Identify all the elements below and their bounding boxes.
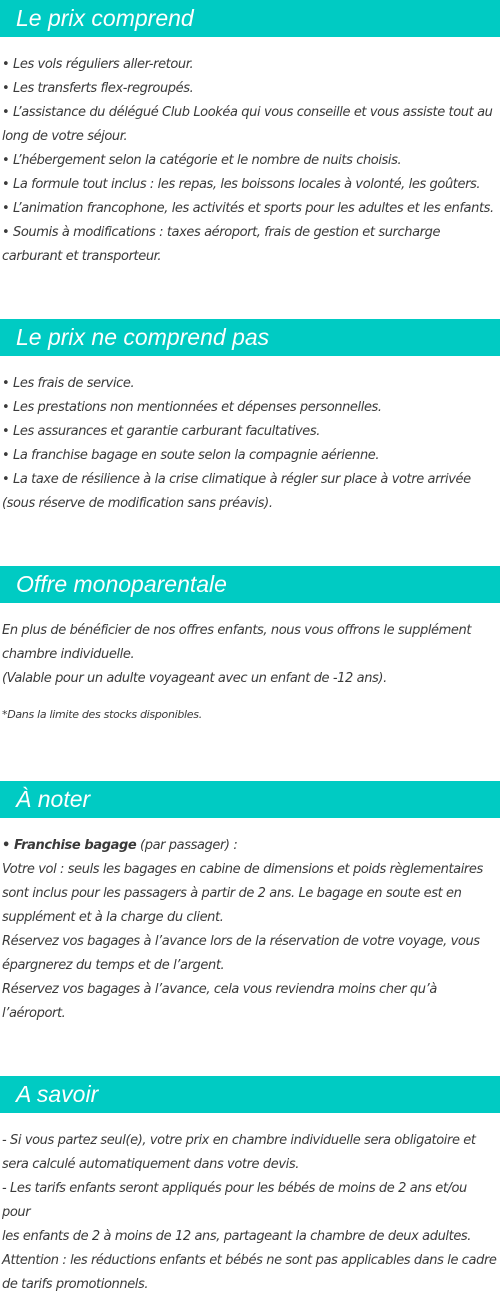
section-body-offre-monoparentale xyxy=(0,619,500,727)
section-title-a-savoir: A savoir xyxy=(0,1076,500,1113)
list-item: • L’hébergement selon la catégorie et le nombre de nuits choisis. xyxy=(2,153,402,168)
paragraph-line: sera calculé automatiquement dans votre devis. xyxy=(2,1157,299,1172)
section-body-prix-comprend xyxy=(0,53,500,269)
paragraph-line: l’aéroport. xyxy=(2,1006,66,1021)
section-title-prix-ne-comprend-pas: Le prix ne comprend pas xyxy=(0,319,500,356)
section-body-a-noter xyxy=(0,834,500,1026)
section-body-prix-ne-comprend-pas xyxy=(0,372,500,516)
section-prix-ne-comprend-pas xyxy=(0,319,500,516)
paragraph-line: En plus de bénéficier de nos offres enfants, nous vous offrons le supplément xyxy=(2,623,472,638)
list-item: carburant et transporteur. xyxy=(2,249,162,264)
list-item: • Les assurances et garantie carburant facultatives. xyxy=(2,424,320,439)
list-item: • L’animation francophone, les activités et sports pour les adultes et les enfants. xyxy=(2,201,494,216)
franchise-bagage-label: • Franchise bagage xyxy=(2,838,137,853)
list-item: (sous réserve de modification sans préavis). xyxy=(2,496,273,511)
paragraph-line: chambre individuelle. xyxy=(2,647,135,662)
paragraph-line: - Si vous partez seul(e), votre prix en chambre individuelle sera obligatoire et xyxy=(2,1133,476,1148)
franchise-bagage-suffix: (par passager) : xyxy=(136,838,238,853)
list-item: • Les vols réguliers aller-retour. xyxy=(2,57,194,72)
paragraph-line: (Valable pour un adulte voyageant avec un enfant de -12 ans). xyxy=(2,671,387,686)
paragraph-line: Attention : les réductions enfants et bébés ne sont pas applicables dans le cadre xyxy=(2,1253,497,1268)
section-title-offre-monoparentale: Offre monoparentale xyxy=(0,566,500,603)
list-item: • Les prestations non mentionnées et dépenses personnelles. xyxy=(2,400,382,415)
section-a-savoir xyxy=(0,1076,500,1297)
list-item: • Les frais de service. xyxy=(2,376,135,391)
paragraph-line: Réservez vos bagages à l’avance lors de la réservation de votre voyage, vous xyxy=(2,934,480,949)
footnote: *Dans la limite des stocks disponibles. xyxy=(2,708,202,721)
list-item: • Soumis à modifications : taxes aéroport, frais de gestion et surcharge xyxy=(2,225,441,240)
section-prix-comprend xyxy=(0,0,500,269)
section-title-a-noter: À noter xyxy=(0,781,500,818)
list-item: • La taxe de résilience à la crise climatique à régler sur place à votre arrivée xyxy=(2,472,471,487)
list-item: long de votre séjour. xyxy=(2,129,128,144)
section-a-noter xyxy=(0,781,500,1026)
paragraph-line: de tarifs promotionnels. xyxy=(2,1277,149,1292)
list-item: • Les transferts flex-regroupés. xyxy=(2,81,194,96)
list-item: • La franchise bagage en soute selon la compagnie aérienne. xyxy=(2,448,380,463)
paragraph-line: Votre vol : seuls les bagages en cabine de dimensions et poids règlementaires xyxy=(2,862,483,877)
paragraph-line: - Les tarifs enfants seront appliqués pour les bébés de moins de 2 ans et/ou pour xyxy=(2,1181,467,1220)
paragraph-line: supplément et à la charge du client. xyxy=(2,910,224,925)
paragraph-line: épargnerez du temps et de l’argent. xyxy=(2,958,225,973)
paragraph-line: sont inclus pour les passagers à partir de 2 ans. Le bagage en soute est en xyxy=(2,886,462,901)
list-item: • La formule tout inclus : les repas, les boissons locales à volonté, les goûters. xyxy=(2,177,481,192)
paragraph-line: Réservez vos bagages à l’avance, cela vous reviendra moins cher qu’à xyxy=(2,982,437,997)
section-body-a-savoir xyxy=(0,1129,500,1297)
franchise-bagage-heading xyxy=(2,834,498,858)
paragraph-line: les enfants de 2 à moins de 12 ans, partageant la chambre de deux adultes. xyxy=(2,1229,472,1244)
section-offre-monoparentale xyxy=(0,566,500,727)
list-item: • L’assistance du délégué Club Lookéa qui vous conseille et vous assiste tout au xyxy=(2,105,493,120)
section-title-prix-comprend: Le prix comprend xyxy=(0,0,500,37)
